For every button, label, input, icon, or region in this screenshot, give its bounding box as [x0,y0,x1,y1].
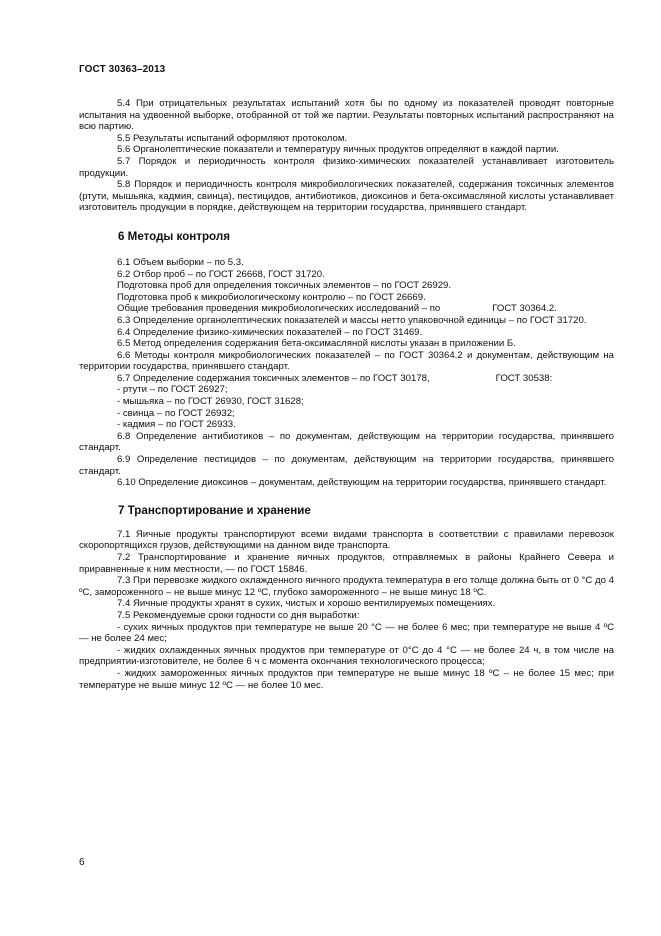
paragraph-6-9: 6.9 Определение пестицидов – по документам, действующим на территории государства, принявшего стандарт. [79,454,614,477]
list-item-dry-products: - сухих яичных продуктов при температуре не выше 20 °С — не более 6 мес; при температуре не выше 4 ºС — не более 24 мес; [79,621,614,645]
paragraph-5-5: 5.5 Результаты испытаний оформляют протоколом. [117,132,348,144]
paragraph-6-4: 6.4 Определение физико-химических показателей – по ГОСТ 31469. [117,326,423,338]
toxic-elements-standard: ГОСТ 30538: [495,372,553,384]
paragraph-6-1: 6.1 Объем выборки – по 5.3. [117,256,244,268]
section-6-heading: 6 Методы контроля [118,229,230,243]
section-7-heading: 7 Транспортирование и хранение [118,503,311,517]
paragraph-6-5: 6.5 Метод определения содержания бета-оксимасляной кислоты указан в приложении Б. [117,338,516,350]
paragraph-6-6: 6.6 Методы контроля микробиологических показателей – по ГОСТ 30364.2 и документам, действующим на территории государства, принявшего стандарт. [79,349,614,373]
paragraph-5-8: 5.8 Порядок и периодичность контроля микробиологических показателей, содержания токсичных элементов (ртути, мышьяка, кадмия, свинца), пестицидов, антибиотиков, диоксинов и бета-оксимасляной кислоты устанавливает изготовитель продукции в порядке, действующем на территории государства, принявшего стандарт. [79,179,614,214]
paragraph-5-4: 5.4 При отрицательных результатах испытаний хотя бы по одному из показателей проводят повторные испытания на удвоенной выборке, отобранной от той же партии. Результаты повторных испытаний распространяют на всю партию. [79,98,614,133]
paragraph-7-3: 7.3 При перевозке жидкого охлажденного яичного продукта температура в его толще должна быть от 0 °С до 4 ºС, замороженного – не выше минус 12 ºС, глубоко замороженного – не выше минус 18 ºС. [79,575,614,598]
paragraph-7-5: 7.5 Рекомендуемые сроки годности со дня выработки: [117,609,360,621]
document-body [79,98,614,691]
list-item-arsenic: - мышьяка – по ГОСТ 26930, ГОСТ 31628; [117,396,304,408]
paragraph-6-2-general [79,303,614,315]
list-item-chilled-products: - жидких охлажденных яичных продуктов при температуре от 0°С до 4 °С — не более 24 ч, в том числе на предприятии-изготовителе, не более 6 ч с момента окончания технологического процесса; [79,644,614,668]
paragraph-6-3: 6.3 Определение органолептических показателей и массы нетто упаковочной единицы – по ГОСТ 31720. [117,314,587,326]
paragraph-7-4: 7.4 Яичные продукты хранят в сухих, чистых и хорошо вентилируемых помещениях. [117,598,496,610]
paragraph-5-7: 5.7 Порядок и периодичность контроля физико-химических показателей устанавливает изготовитель продукции. [79,155,614,179]
document-header: ГОСТ 30363–2013 [79,64,166,75]
toxic-elements-text: 6.7 Определение содержания токсичных элементов – по ГОСТ 30178, [117,372,430,384]
paragraph-6-2: 6.2 Отбор проб – по ГОСТ 26668, ГОСТ 31720. [117,268,325,280]
list-item-lead: - свинца – по ГОСТ 26932; [117,407,235,419]
general-req-text: Общие требования проведения микробиологических исследований – по [117,303,441,315]
paragraph-6-10: 6.10 Определение диоксинов – документам, действующим на территории государства, принявшего стандарт. [117,477,607,489]
general-req-standard: ГОСТ 30364.2. [492,303,557,315]
list-item-mercury: - ртути – по ГОСТ 26927; [117,384,228,396]
page-number: 6 [79,857,85,868]
paragraph-5-6: 5.6 Органолептические показатели и температуру яичных продуктов определяют в каждой партии. [117,144,559,156]
paragraph-7-1: 7.1 Яичные продукты транспортируют всеми видами транспорта в соответствии с правилами перевозок скоропортящихся грузов, действующими на данном виде транспорта. [79,528,614,552]
list-item-frozen-products: - жидких замороженных яичных продуктов при температуре не выше минус 18 ºС – не более 15 мес; при температуре не выше минус 12 ºС — не более 10 мес. [79,667,614,691]
paragraph-6-2-micro-prep: Подготовка проб к микробиологическому контролю – по ГОСТ 26669. [117,291,426,303]
paragraph-6-2-toxic-prep: Подготовка проб для определения токсичных элементов – по ГОСТ 26929. [117,280,452,292]
paragraph-7-2: 7.2 Транспортирование и хранение яичных продуктов, отправляемых в районы Крайнего Севера и приравненные к ним местности, — по ГОСТ 15846. [79,552,614,575]
paragraph-6-8: 6.8 Определение антибиотиков – по документам, действующим на территории государства, принявшего стандарт. [79,430,614,454]
paragraph-6-7 [79,373,614,385]
list-item-cadmium: - кадмия – по ГОСТ 26933. [117,419,236,431]
